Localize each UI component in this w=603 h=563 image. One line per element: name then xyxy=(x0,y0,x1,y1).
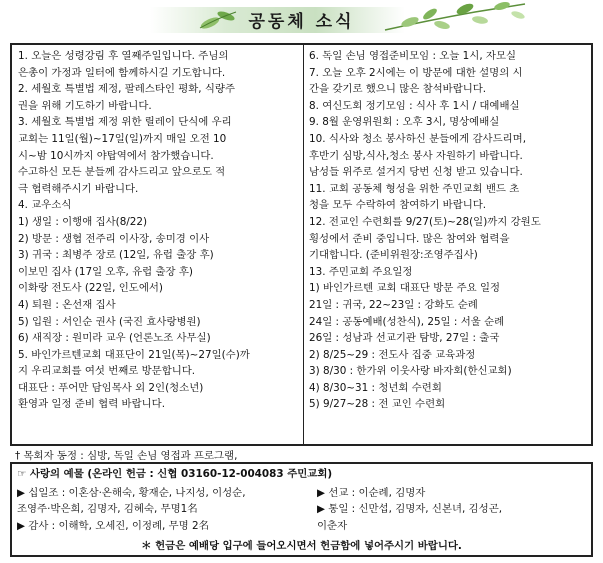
news-line: 21일 : 귀국, 22~23일 : 강화도 순례 xyxy=(309,298,478,311)
offering-header: ☞ 사랑의 예물 (온라인 헌금 : 신협 03160-12-004083 주민교회) xyxy=(17,468,333,480)
news-line: 6. 독일 손님 영접준비모임 : 오늘 1시, 자모실 xyxy=(309,50,517,62)
page-title: 공동체 소식 xyxy=(248,12,355,32)
offering-line: 조영주·박은희, 김명자, 김혜숙, 무명1名 xyxy=(17,503,198,516)
news-line: 이보민 집사 (17일 오후, 유럽 출장 후) xyxy=(18,265,193,278)
news-line: 기대합니다. (준비위원장:조영주집사) xyxy=(309,249,478,262)
offering-line: 이춘자 xyxy=(317,519,348,532)
column-divider xyxy=(303,45,304,444)
news-line: 남성들 위주로 설거지 당번 신청 받고 있습니다. xyxy=(309,166,523,179)
news-column-right xyxy=(309,48,587,413)
news-line: 극 협력해주시기 바랍니다. xyxy=(18,182,139,195)
news-line: 청을 모두 수락하여 참여하기 바랍니다. xyxy=(309,199,487,212)
news-line: 5. 바인가르텐교회 대표단이 21일(목)~27일(수)까 xyxy=(18,348,250,361)
news-line: 횡성에서 준비 중입니다. 많은 참여와 협력을 xyxy=(309,232,510,245)
news-line: 1) 바인가르텐 교회 대표단 방문 주요 일정 xyxy=(309,282,501,295)
news-line: 1. 오늘은 성령강림 후 열째주일입니다. 주님의 xyxy=(18,50,229,62)
offering-box xyxy=(10,462,593,557)
news-line: 5) 9/27~28 : 전 교인 수련회 xyxy=(309,398,446,411)
news-line: 6) 새직장 : 원미라 교우 (언론노조 사무실) xyxy=(18,332,211,345)
news-column-left xyxy=(18,48,296,413)
news-line: 은총이 가정과 일터에 함께하시길 기도합니다. xyxy=(18,66,226,79)
news-line: 대표단 : 푸어만 담임목사 외 2인(청소년) xyxy=(18,381,204,394)
news-line: 8. 여신도회 정기모임 : 식사 후 1시 / 대예배실 xyxy=(309,99,520,112)
news-line: 권을 위해 기도하기 바랍니다. xyxy=(18,99,152,112)
page-header xyxy=(0,0,603,36)
news-line: 3. 세월호 특별법 제정 위한 릴레이 단식에 우리 xyxy=(18,116,232,129)
news-line: 시~밤 10시까지 야탑역에서 참가했습니다. xyxy=(18,149,214,162)
news-line: 4) 8/30~31 : 청년회 수련회 xyxy=(309,381,442,394)
news-line: 이화랑 전도사 (22일, 인도에서) xyxy=(18,282,163,295)
offering-notice: ＊ 헌금은 예배당 입구에 들어오시면서 헌금함에 넣어주시기 바랍니다. xyxy=(141,540,462,552)
news-line: 수고하신 모든 분들께 감사드리고 앞으로도 적 xyxy=(18,166,226,179)
news-line: 26일 : 성남과 선교기관 탐방, 27일 : 출국 xyxy=(309,332,500,345)
offering-line: ▶ 십일조 : 이혼삼·온해숙, 황재순, 나지성, 이성순, xyxy=(17,487,246,499)
news-line: 5) 입원 : 서인순 권사 (국진 효사랑병원) xyxy=(18,315,201,328)
news-line: 2. 세월호 특별법 제정, 팔레스타인 평화, 식량주 xyxy=(18,83,236,96)
news-line: 3) 귀국 : 최병주 장로 (12일, 유럽 출장 후) xyxy=(18,249,214,262)
news-line: 후반기 심방,식사,청소 봉사 자원하기 바랍니다. xyxy=(309,149,523,162)
offering-line: ▶ 감사 : 이해학, 오세진, 이정례, 무명 2名 xyxy=(17,519,210,532)
news-line: 9. 8월 운영위원회 : 오후 3시, 명상예배실 xyxy=(309,116,500,129)
news-line: 지 우리교회를 여섯 번째로 방문합니다. xyxy=(18,365,196,378)
news-line: 7. 오늘 오후 2시에는 이 방문에 대한 설명의 시 xyxy=(309,66,523,79)
offering-column-left xyxy=(17,485,307,534)
news-line: 13. 주민교회 주요일정 xyxy=(309,265,413,278)
news-line: 2) 8/25~29 : 전도사 집중 교육과정 xyxy=(309,348,476,361)
offering-column-right xyxy=(317,485,592,534)
pastoral-duty-line: † 목회자 동정 : 심방, 독일 손님 영접과 프로그램, xyxy=(15,450,238,462)
news-line: 2) 방문 : 생협 전주리 이사장, 송미경 이사 xyxy=(18,232,210,245)
news-line: 3) 8/30 : 한가위 이웃사랑 바자회(한신교회) xyxy=(309,365,512,378)
offering-line: ▶ 선교 : 이순례, 김명자 xyxy=(317,487,426,499)
news-line: 4. 교우소식 xyxy=(18,199,72,212)
news-line: 4) 퇴원 : 온선재 집사 xyxy=(18,298,116,311)
news-line: 12. 전교인 수련회를 9/27(토)~28(일)까지 강원도 xyxy=(309,215,541,228)
news-line: 1) 생일 : 이행애 집사(8/22) xyxy=(18,215,148,228)
news-box xyxy=(10,43,593,446)
news-line: 환영과 일정 준비 협력 바랍니다. xyxy=(18,398,165,411)
offering-line: ▶ 통일 : 신만섭, 김명자, 신본녀, 김성곤, xyxy=(317,503,503,516)
news-line: 10. 식사와 청소 봉사하신 분들에게 감사드리며, xyxy=(309,132,527,145)
news-line: 24일 : 공동예배(성찬식), 25일 : 서울 순례 xyxy=(309,315,505,328)
news-line: 11. 교회 공동체 형성을 위한 주민교회 밴드 초 xyxy=(309,182,520,195)
news-line: 간을 갖기로 했으니 많은 참석바랍니다. xyxy=(309,83,487,96)
news-line: 교회는 11일(월)~17일(일)까지 매일 오전 10 xyxy=(18,132,227,145)
